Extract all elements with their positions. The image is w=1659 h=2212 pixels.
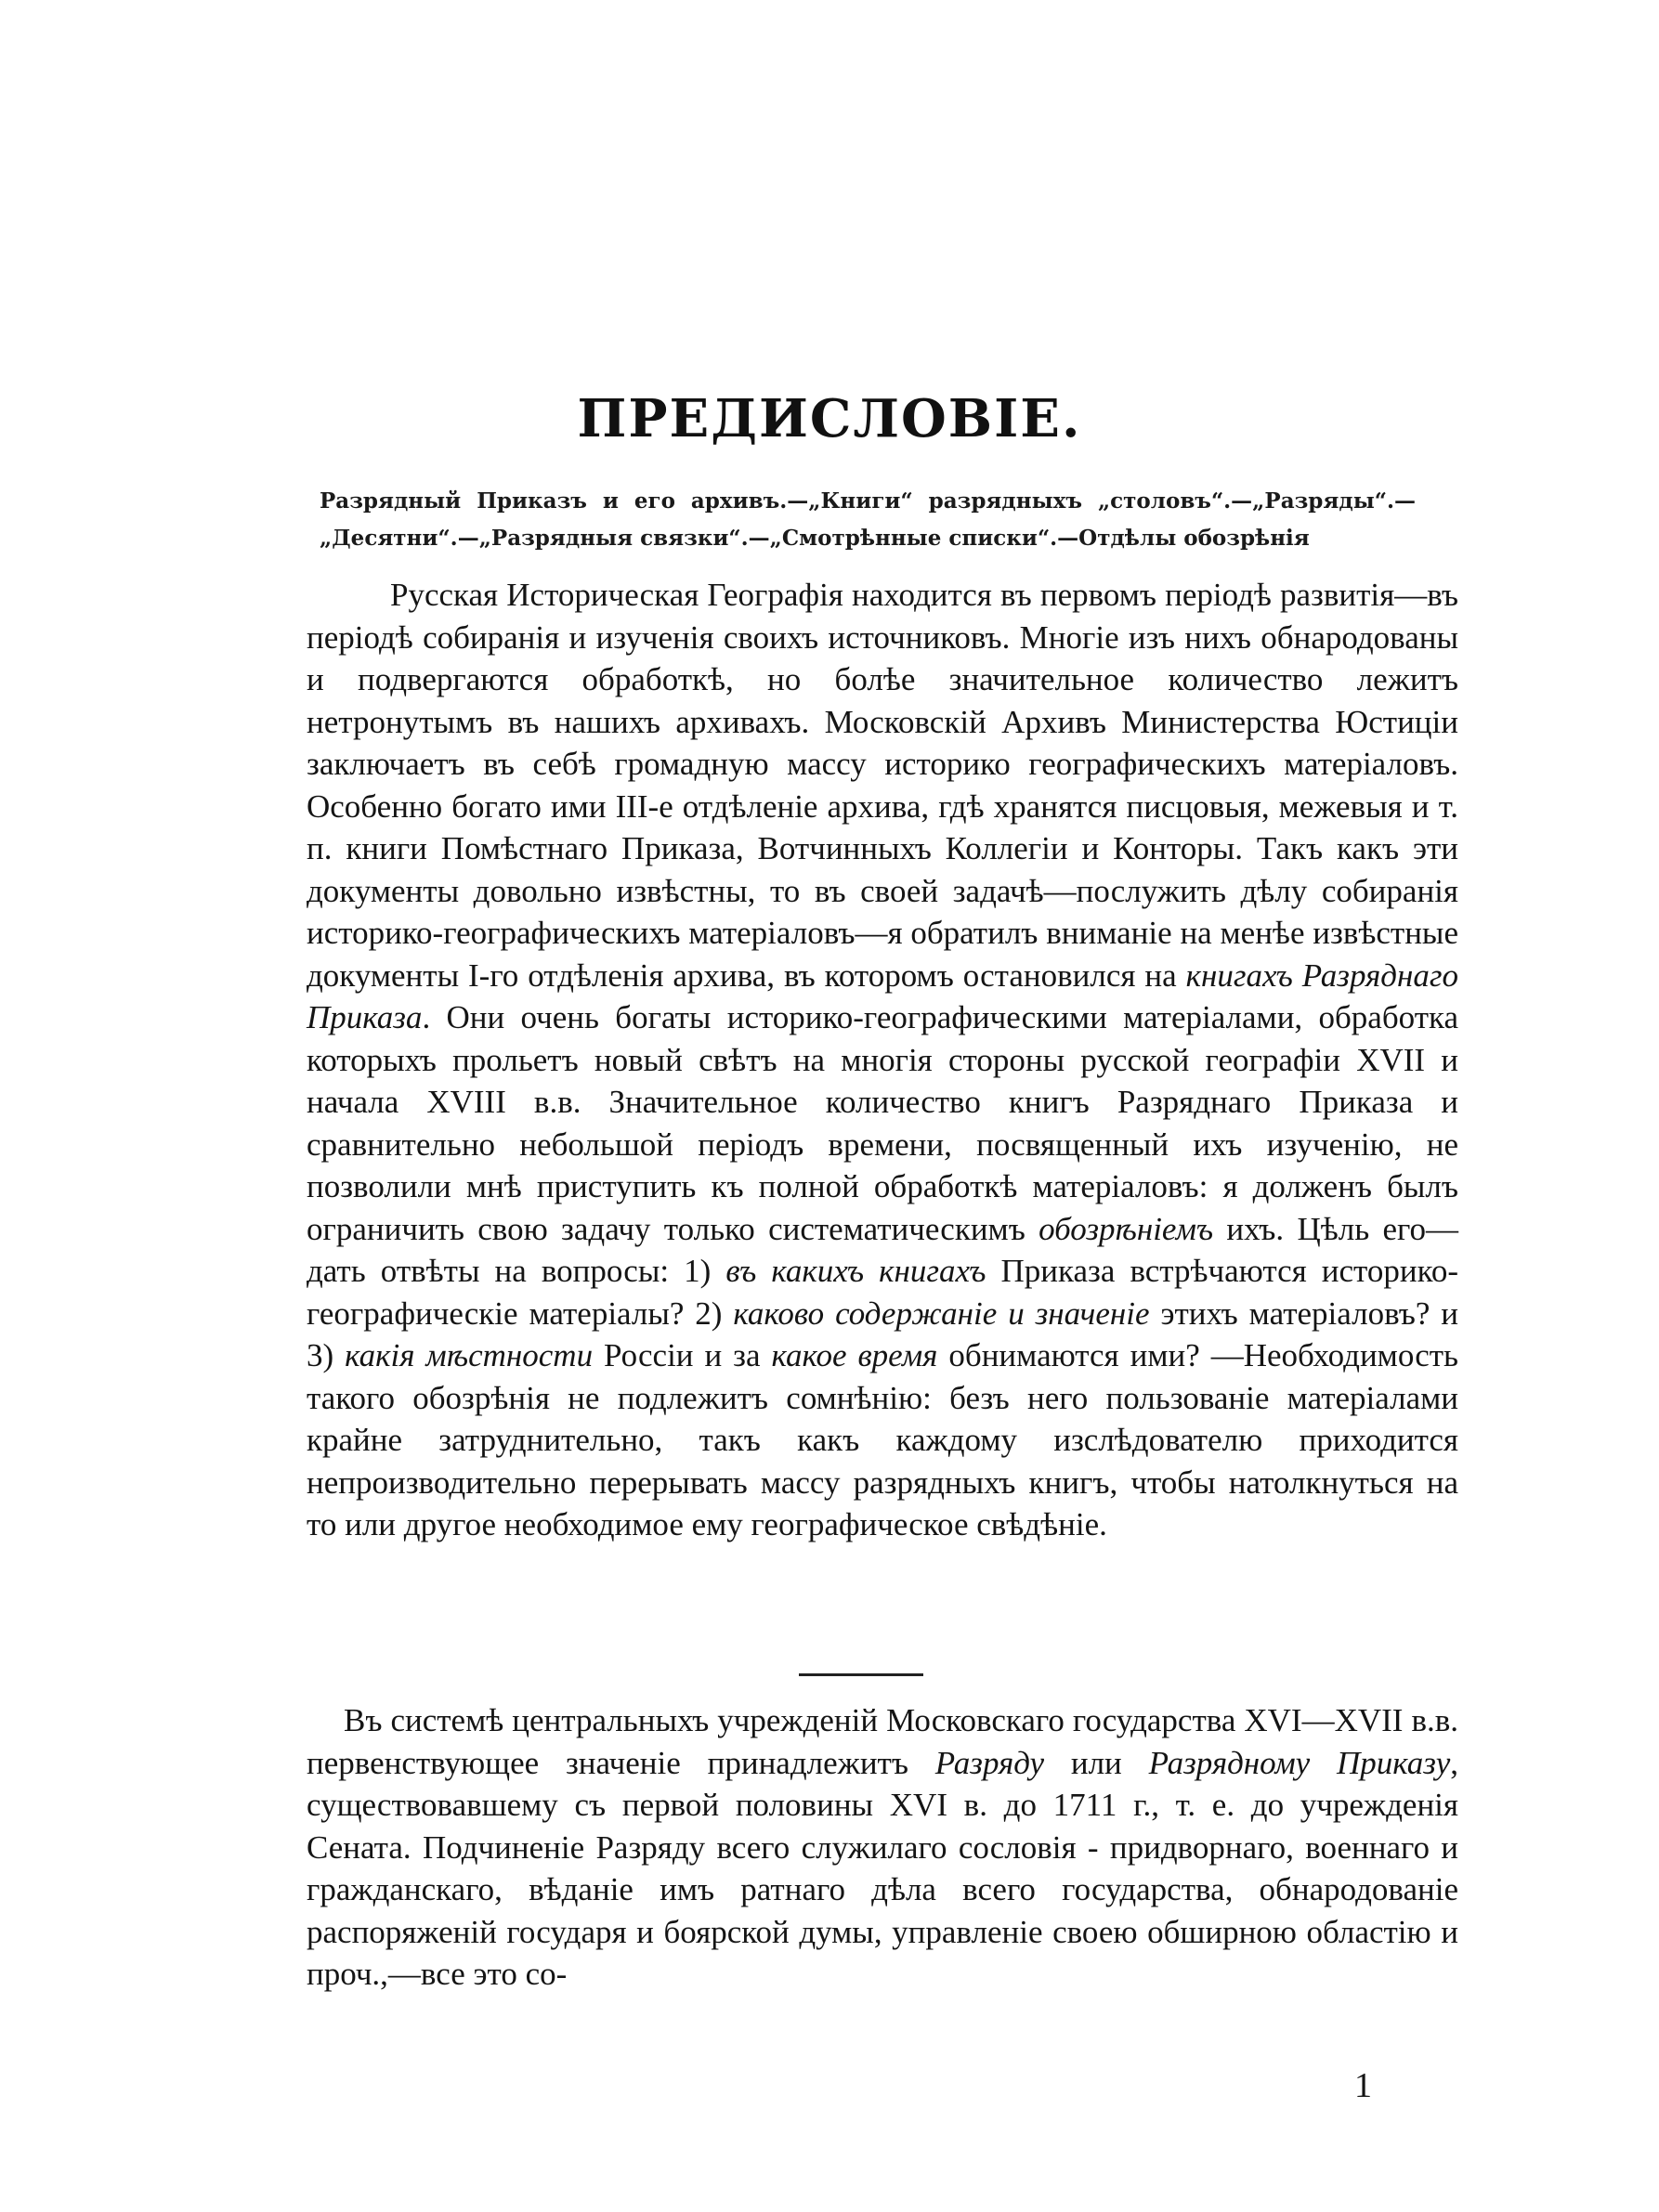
paragraph-text: , существовавшему съ первой половины XVI в. до 1711 г., т. е. до учрежденія Сената. Подчиненіе Разряду всего служилаго сословія - придворнаго, военнаго и гражданскаго, вѣданіе имъ ратнаго дѣла всего государства, обнародованіе распоряженій государя и боярской думы, управленіе своею обширною областію и проч.,—все это со- (307, 1744, 1458, 1992)
italic-text: обозрѣніемъ (1039, 1210, 1214, 1247)
chapter-title: ПРЕДИСЛОВІЕ. (577, 388, 1082, 449)
paragraph-text: или (1044, 1744, 1149, 1781)
italic-text: Разряду (934, 1744, 1045, 1781)
italic-text: какое время (771, 1337, 938, 1373)
paragraph-text: . Они очень богаты историко-географическими матеріалами, обработка которыхъ прольетъ новый свѣтъ на многія стороны русской географіи XVII и начала XVIII в.в. Значительное количество книгъ Разряднаго Приказа и сравнительно небольшой періодъ времени, посвященный ихъ изученію, не позволили мнѣ приступить къ полной обработкѣ матеріаловъ: я долженъ былъ ограничить свою задачу только систематическимъ (307, 999, 1458, 1247)
page-number: 1 (1354, 2066, 1372, 2105)
italic-text: какія мѣстности (345, 1337, 594, 1373)
paragraph-text: Въ системѣ центральныхъ учрежденій Московскаго государства XVI—XVII в.в. первенствующее значеніе принадлежитъ (307, 1702, 1458, 1781)
italic-text: книгахъ Разряднаго Приказа (307, 956, 1458, 1035)
paragraph-text: Россіи и за (593, 1337, 772, 1373)
chapter-summary: Разрядный Приказъ и его архивъ.—„Книги“ разрядныхъ „столовъ“.—„Разряды“.—„Десятни“.—„Разрядныя связки“.—„Смотрѣнные списки“.—Отдѣлы обозрѣнія (320, 488, 1416, 551)
paragraph-text: Русская Историческая Географія находится въ первомъ періодѣ развитія—въ періодѣ собиранія и изученія своихъ источниковъ. Многіе изъ нихъ обнародованы и подвергаются обработкѣ, но болѣе значительное количество лежитъ нетронутымъ въ нашихъ архивахъ. Московскій Архивъ Министерства Юстиціи заключаетъ въ себѣ громадную массу историко географическихъ матеріаловъ. Особенно богато ими III-е отдѣленіе архива, гдѣ хранятся писцовыя, межевыя и т. п. книги Помѣстнаго Приказа, Вотчинныхъ Коллегіи и Конторы. Такъ какъ эти документы довольно извѣстны, то въ своей задачѣ—послужить дѣлу собиранія историко-географическихъ матеріаловъ—я обратилъ вниманіе на менѣе извѣстные документы I-го отдѣленія архива, въ которомъ остановился на (307, 577, 1458, 994)
paragraph-text: обнимаются ими? —Необходимость такого обозрѣнія не подлежитъ сомнѣнію: безъ него пользованіе матеріалами крайне затруднительно, такъ какъ каждому изслѣдователю приходится непроизводительно перерывать массу разрядныхъ книгъ, чтобы натолкнуться на то или другое необходимое ему географическое свѣдѣніе. (307, 1337, 1458, 1542)
paragraph-text: ихъ. Цѣль его—дать отвѣты на вопросы: 1) (307, 1210, 1458, 1289)
italic-text: Разрядному Приказу (1148, 1744, 1451, 1781)
body-paragraph (307, 574, 1458, 1546)
section-divider (799, 1673, 923, 1676)
italic-text: каково содержаніе и значеніе (733, 1295, 1150, 1332)
italic-text: въ какихъ книгахъ (725, 1253, 986, 1289)
paragraph-text: этихъ матеріаловъ? и 3) (307, 1295, 1459, 1373)
paragraph-text: Приказа встрѣчаются историко-географическіе матеріалы? 2) (307, 1253, 1458, 1332)
body-paragraph (307, 1699, 1458, 1996)
